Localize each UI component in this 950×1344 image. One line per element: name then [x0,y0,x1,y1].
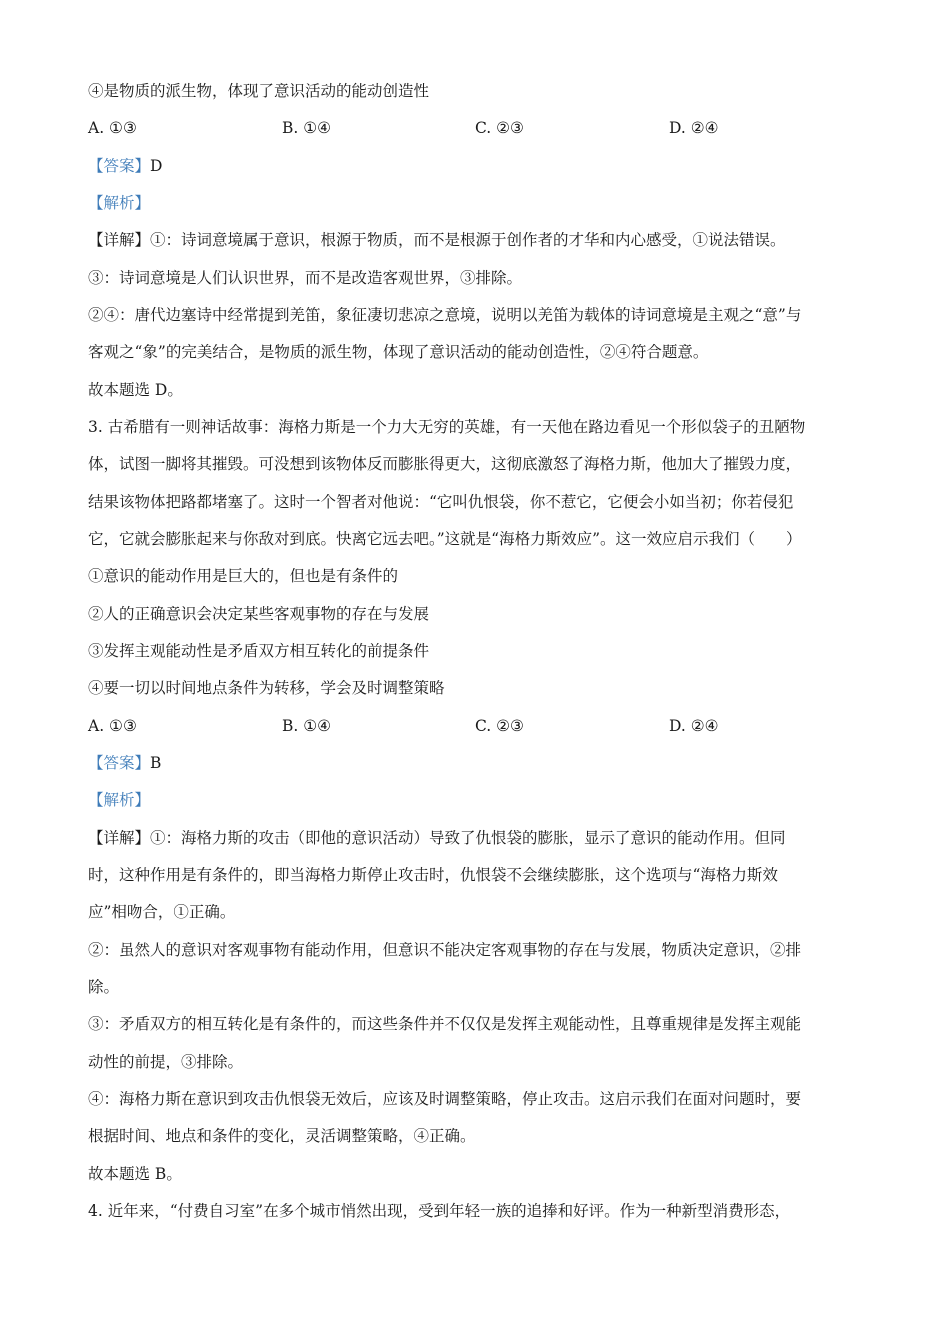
q3-item-3: ③发挥主观能动性是矛盾双方相互转化的前提条件 [88,642,430,660]
q3-option-d: D. ②④ [669,717,719,735]
detail-tag: 【详解】 [88,231,151,249]
q2-detail-line-3: ②④：唐代边塞诗中经常提到羌笛，象征凄切悲凉之意境，说明以羌笛为载体的诗词意境是主观之“意”与 [88,306,802,324]
q2-option-d: D. ②④ [669,119,719,137]
q3-detail-line-8: ④：海格力斯在意识到攻击仇恨袋无效后，应该及时调整策略，停止攻击。这启示我们在面对问题时，要 [88,1090,802,1108]
q3-detail-line-9: 根据时间、地点和条件的变化，灵活调整策略，④正确。 [88,1127,476,1145]
q3-item-4: ④要一切以时间地点条件为转移，学会及时调整策略 [88,679,445,697]
q2-detail-line-2: ③：诗词意境是人们认识世界，而不是改造客观世界，③排除。 [88,269,523,287]
q3-option-c: C. ②③ [475,717,524,735]
answer-tag: 【答案】 [88,754,151,772]
q3-detail-line-5: 除。 [88,978,120,996]
analysis-tag: 【解析】 [88,194,151,212]
answer-value: D [150,157,163,175]
q2-option-a: A. ①③ [88,119,137,137]
q3-item-1: ①意识的能动作用是巨大的，但也是有条件的 [88,567,399,585]
q3-stem-line-1: 3. 古希腊有一则神话故事：海格力斯是一个力大无穷的英雄，有一天他在路边看见一个形似袋子的丑陋物 [88,418,806,436]
q3-stem-line-4: 它，它就会膨胀起来与你敌对到底。快离它远去吧。”这就是“海格力斯效应”。这一效应启示我们（ ） [88,530,802,548]
q3-option-a: A. ①③ [88,717,137,735]
q4-stem-line-1: 4. 近年来，“付费自习室”在多个城市悄然出现，受到年轻一族的追捧和好评。作为一种新型消费形态， [88,1202,791,1220]
q3-conclusion: 故本题选 B。 [88,1165,182,1183]
q2-answer [88,156,162,176]
detail-text: ①：诗词意境属于意识，根源于物质，而不是根源于创作者的才华和内心感受，①说法错误。 [150,231,786,249]
q3-detail-line-7: 动性的前提，③排除。 [88,1053,244,1071]
q3-options [88,716,868,736]
q3-item-2: ②人的正确意识会决定某些客观事物的存在与发展 [88,605,430,623]
q3-option-b: B. ①④ [282,717,332,735]
q2-conclusion: 故本题选 D。 [88,381,183,399]
answer-value: B [150,754,162,772]
q3-analysis-tag [88,790,150,810]
q2-detail-line-4: 客观之“象”的完美结合，是物质的派生物，体现了意识活动的能动创造性，②④符合题意。 [88,343,709,361]
q2-detail-line-1 [88,230,786,250]
q2-analysis-tag [88,193,150,213]
q3-stem-line-3: 结果该物体把路都堵塞了。这时一个智者对他说：“它叫仇恨袋，你不惹它，它便会小如当初；你若侵犯 [88,493,794,511]
detail-tag: 【详解】 [88,829,151,847]
q3-detail-line-3: 应”相吻合，①正确。 [88,903,236,921]
q3-detail-line-6: ③：矛盾双方的相互转化是有条件的，而这些条件并不仅仅是发挥主观能动性，且尊重规律是发挥主观能 [88,1015,802,1033]
q3-detail-line-2: 时，这种作用是有条件的，即当海格力斯停止攻击时，仇恨袋不会继续膨胀，这个选项与“海格力斯效 [88,866,778,884]
answer-tag: 【答案】 [88,157,151,175]
q2-item-4: ④是物质的派生物，体现了意识活动的能动创造性 [88,82,430,100]
q3-answer [88,753,161,773]
q2-options [88,118,868,138]
q3-detail-line-4: ②：虽然人的意识对客观事物有能动作用，但意识不能决定客观事物的存在与发展，物质决定意识，②排 [88,941,802,959]
q2-option-c: C. ②③ [475,119,524,137]
q2-option-b: B. ①④ [282,119,332,137]
q3-stem-line-2: 体，试图一脚将其摧毁。可没想到该物体反而膨胀得更大，这彻底激怒了海格力斯，他加大了摧毁力度， [88,455,802,473]
detail-text: ①：海格力斯的攻击（即他的意识活动）导致了仇恨袋的膨胀，显示了意识的能动作用。但同 [150,829,786,847]
q3-detail-line-1 [88,828,786,848]
analysis-tag: 【解析】 [88,791,151,809]
